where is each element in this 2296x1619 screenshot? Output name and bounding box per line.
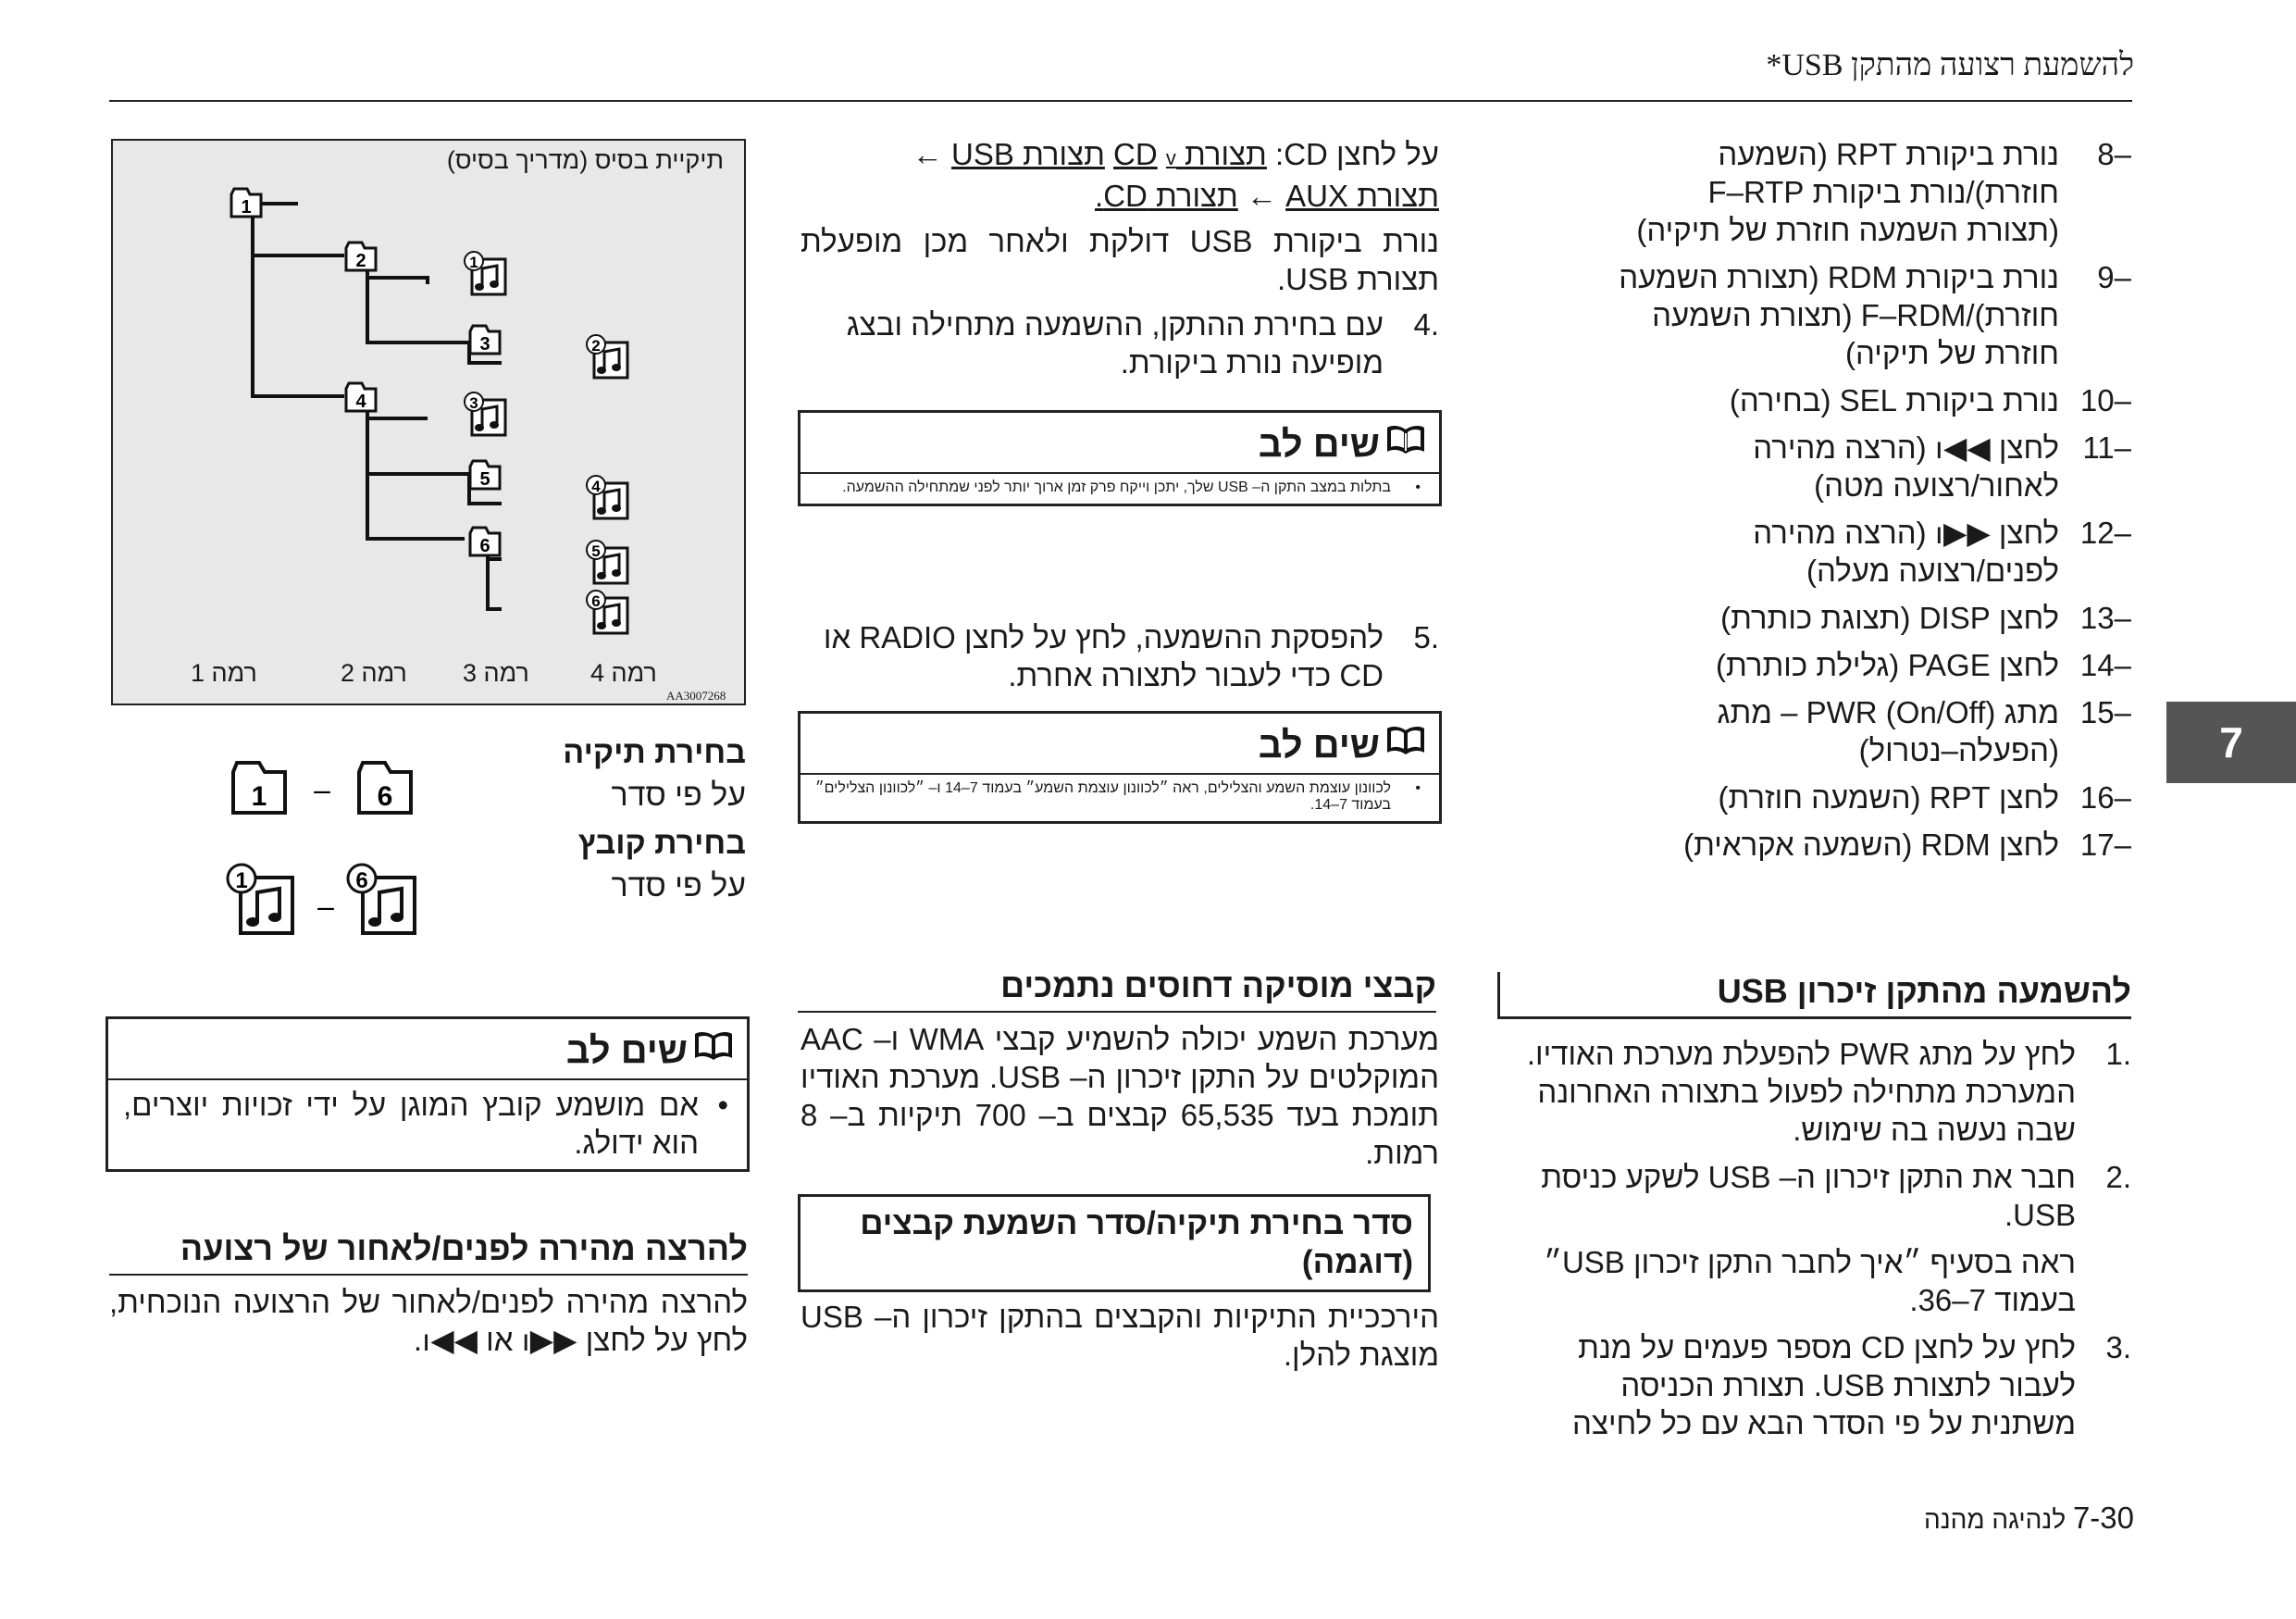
step-item: .3 לחץ על לחצן CD מספר פעמים על מנת לעבור לתצורת USB. תצורת הכניסה משתנית על פי הסדר הבא עם כל לחיצה bbox=[1572, 1330, 2131, 1440]
folder-label: 1 bbox=[241, 197, 252, 218]
selection-labels bbox=[426, 731, 746, 907]
level-label: רמה 1 bbox=[191, 659, 257, 687]
folder-label: 4 bbox=[355, 392, 366, 412]
note-box bbox=[105, 1016, 750, 1172]
note-text: • בתלות במצב התקן ה– USB שלך, יתכן וייקח פרק זמן ארוך יותר לפני שמתחילה ההשמעה. bbox=[815, 479, 1424, 496]
folder-label: 3 bbox=[479, 334, 490, 355]
folder-label: 5 bbox=[479, 469, 490, 490]
page-header-title: להשמעת רצועה מהתקן USB* bbox=[1766, 48, 2134, 82]
file-label: 2 bbox=[591, 337, 601, 355]
note-text: • אם מושמע קובץ המוגן על ידי זכויות יוצרים, הוא ידולג. bbox=[123, 1086, 732, 1162]
legend-item: –14 לחצן PAGE (גלילת כותרת) bbox=[1716, 648, 2131, 682]
book-icon bbox=[1385, 422, 1426, 467]
file-range-start: 1 bbox=[235, 868, 248, 893]
legend-item: –8 נורת ביקורת RPT (השמעה חוזרת)/נורת ביקורת F–RTP (תצורת השמעה חוזרת של תיקיה) bbox=[1636, 137, 2131, 247]
supported-files-text: מערכת השמע יכולה להשמיע קבצי WMA ו– AAC המוקלטים על התקן זיכרון ה– USB. מערכת האודיו תומכת בעד 65,535 קבצים ב– 700 תיקיות ב– 8 רמות. bbox=[800, 1022, 1440, 1170]
footer-label: לנהיגה מהנה bbox=[1923, 1505, 2066, 1534]
range-dash: – bbox=[317, 890, 334, 923]
file-label: 6 bbox=[591, 592, 601, 610]
level-label: רמה 3 bbox=[463, 659, 529, 687]
folder-select-sub: על פי סדר bbox=[611, 778, 746, 813]
range-dash: – bbox=[314, 773, 330, 806]
legend-list bbox=[1613, 135, 2131, 873]
diagram-title: תיקיית בסיס (מדריך בסיס) bbox=[446, 146, 724, 174]
file-range-end: 6 bbox=[355, 868, 368, 893]
header-rule bbox=[109, 100, 2132, 102]
file-label: 5 bbox=[591, 542, 601, 560]
folder-select-title: בחירת תיקיה bbox=[563, 735, 746, 770]
legend-item: –10 נורת ביקורת SEL (בחירה) bbox=[1729, 383, 2131, 417]
legend-item: –17 לחצן RDM (השמעה אקראית) bbox=[1683, 828, 2131, 862]
hierarchy-svg bbox=[113, 141, 744, 704]
legend-item: –11 לחצן ◀◀ı (הרצה מהירה לאחור/רצועה מטה) bbox=[1753, 430, 2131, 503]
fast-forward-title: להרצה מהירה לפנים/לאחור של רצועה bbox=[109, 1229, 748, 1276]
file-select-title: בחירת קובץ bbox=[577, 826, 746, 861]
folder-range-start: 1 bbox=[251, 781, 267, 812]
folder-range bbox=[230, 761, 415, 816]
step-item: .2 חבר את התקן זיכרון ה– USB לשקע כניסת USB. bbox=[1541, 1160, 2131, 1232]
legend-item: –9 נורת ביקורת RDM (תצורת השמעה חוזרת)/F–RDM (תצורת השמעה חוזרת של תיקיה) bbox=[1619, 260, 2131, 370]
note-header: שים לב bbox=[800, 413, 1439, 474]
step-item: .5 להפסקת ההשמעה, לחץ על לחצן RADIO או CD כדי לעבור לתצורה אחרת. bbox=[823, 620, 1439, 692]
figure-code: AA3007268 bbox=[666, 689, 726, 703]
step-item: .4 עם בחירת ההתקן, ההשמעה מתחילה ובצג מופיעה נורת ביקורת. bbox=[846, 307, 1439, 380]
legend-item: –12 לחצן ▶▶ı (הרצה מהירה לפנים/רצועה מעלה) bbox=[1753, 516, 2131, 588]
mode-sequence: על לחצן CD: תצורת CD v תצורת USB ← תצורת AUX ← תצורת CD. נורת ביקורת USB דולקת ולאחר מכן מופעלת תצורת USB. .4 עם בחירת ההתקן, ההשמעה מתחילה ובצג מופיעה נורת ביקורת. bbox=[800, 137, 1439, 380]
note-text: • לכוונון עוצמת השמע והצלילים, ראה ״לכוונון עוצמת השמע״ בעמוד 7–14 ו– ״לכוונון הצלילים״ בעמוד 7–14. bbox=[815, 780, 1424, 814]
file-select-sub: על פי סדר bbox=[611, 868, 746, 903]
order-title-box: סדר בחירת תיקיה/סדר השמעת קבצים (דוגמה) bbox=[798, 1194, 1431, 1292]
step-item: .1 לחץ על מתג PWR להפעלת מערכת האודיו. המערכת מתחילה לפעול בתצורה האחרונה שבה נעשה בה שימוש. bbox=[1526, 1037, 2131, 1147]
usb-lamp-text: נורת ביקורת USB דולקת ולאחר מכן מופעלת תצורת USB. bbox=[800, 224, 1439, 296]
legend-item: –15 מתג PWR (On/Off) – מתג (הפעלה–נטרול) bbox=[1717, 695, 2131, 767]
chapter-tab: 7 bbox=[2166, 702, 2296, 783]
level-label: רמה 4 bbox=[590, 659, 657, 687]
folder-range-end: 6 bbox=[377, 781, 393, 812]
supported-files-title: קבצי מוסיקה דחוסים נתמכים bbox=[798, 966, 1436, 1013]
folder-label: 2 bbox=[355, 251, 366, 271]
note-box bbox=[798, 711, 1442, 824]
file-label: 3 bbox=[469, 394, 478, 412]
file-range bbox=[226, 863, 420, 937]
file-label: 4 bbox=[591, 478, 601, 495]
note-header: שים לב bbox=[108, 1019, 747, 1080]
step-item: ראה בסעיף ״איך לחבר התקן זיכרון USB״ בעמוד 7–36. bbox=[1544, 1245, 2076, 1317]
level-label: רמה 2 bbox=[341, 659, 407, 687]
order-text: הירככיית התיקיות והקבצים בהתקן זיכרון ה– USB מוצגת להלן. bbox=[800, 1300, 1439, 1372]
note-box bbox=[798, 410, 1442, 506]
folder-hierarchy-diagram bbox=[111, 139, 746, 705]
usb-steps bbox=[1511, 1035, 2131, 1451]
note-header: שים לב bbox=[800, 714, 1439, 775]
book-icon bbox=[1385, 723, 1426, 767]
page-footer bbox=[1924, 1501, 2134, 1536]
usb-section-title: להשמעה מהתקן זיכרון USB bbox=[1497, 972, 2131, 1019]
book-icon bbox=[693, 1028, 734, 1073]
fast-forward-text: להרצה מהירה לפנים/לאחור של הרצועה הנוכחית, לחץ על לחצן ▶▶ı או ◀◀ı. bbox=[109, 1285, 748, 1357]
file-label: 1 bbox=[469, 254, 478, 271]
folder-label: 6 bbox=[479, 536, 490, 556]
legend-item: –13 לחצן DISP (תצוגת כותרת) bbox=[1720, 601, 2131, 635]
page-number: 7-30 bbox=[2072, 1501, 2134, 1535]
legend-item: –16 לחצן RPT (השמעה חוזרת) bbox=[1718, 780, 2131, 815]
